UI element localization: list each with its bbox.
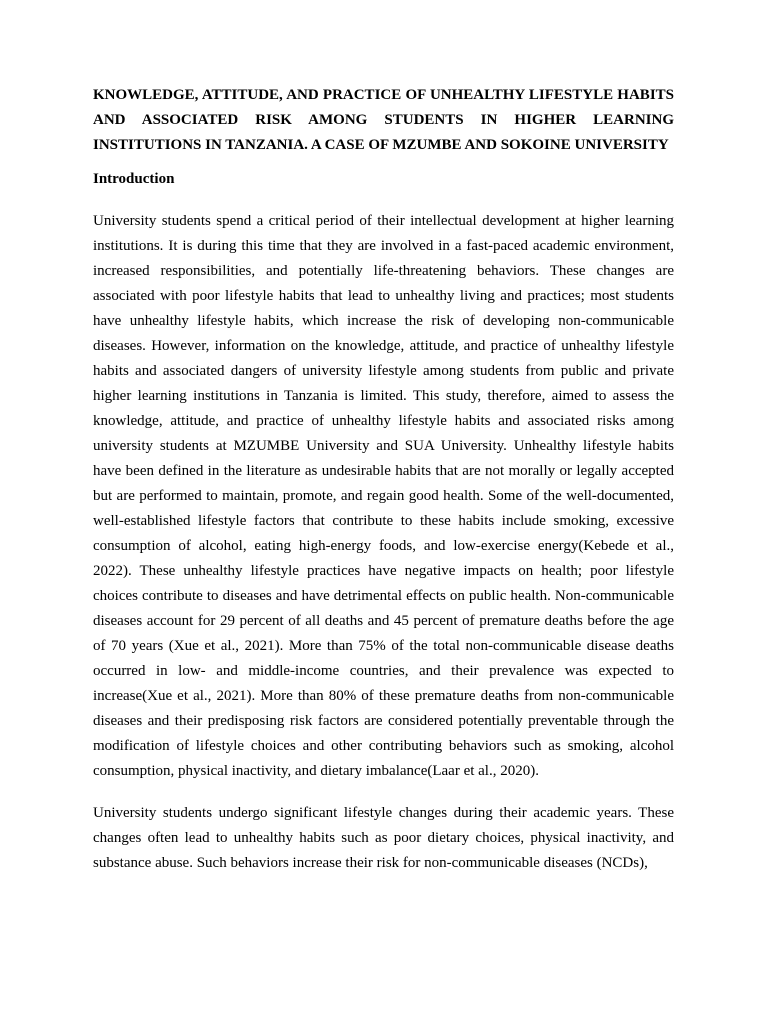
document-page — [93, 83, 674, 893]
document-title: KNOWLEDGE, ATTITUDE, AND PRACTICE OF UNHEALTHY LIFESTYLE HABITS AND ASSOCIATED RISK AMONG STUDENTS IN HIGHER LEARNING INSTITUTIONS IN TANZANIA. A CASE OF MZUMBE AND SOKOINE UNIVERSITY — [93, 87, 674, 153]
body-paragraph: University students undergo significant lifestyle changes during their academic years. These changes often lead to unhealthy habits such as poor dietary choices, physical inactivity, and substance abuse. Such behaviors increase their risk for non-communicable diseases (NCDs), — [93, 805, 674, 871]
section-heading: Introduction — [93, 171, 175, 187]
body-paragraph: University students spend a critical period of their intellectual development at higher learning institutions. It is during this time that they are involved in a fast-paced academic environment, increased responsibilities, and potentially life-threatening behaviors. These changes are associated with poor lifestyle habits that lead to unhealthy living and practices; most students have unhealthy lifestyle habits, which increase the risk of developing non-communicable diseases. However, information on the knowledge, attitude, and practice of unhealthy lifestyle habits and associated dangers of university lifestyle among students from public and private higher learning institutions in Tanzania is limited. This study, therefore, aimed to assess the knowledge, attitude, and practice of unhealthy lifestyle habits and associated risks among university students at MZUMBE University and SUA University. Unhealthy lifestyle habits have been defined in the literature as undesirable habits that are not morally or legally accepted but are performed to maintain, promote, and regain good health. Some of the well-documented, well-established lifestyle factors that contribute to these habits include smoking, excessive consumption of alcohol, eating high-energy foods, and low-exercise energy(Kebede et al., 2022). These unhealthy lifestyle practices have negative impacts on health; poor lifestyle choices contribute to diseases and have detrimental effects on public health. Non-communicable diseases account for 29 percent of all deaths and 45 percent of premature deaths before the age of 70 years (Xue et al., 2021). More than 75% of the total non-communicable disease deaths occurred in low- and middle-income countries, and their prevalence was expected to increase(Xue et al., 2021). More than 80% of these premature deaths from non-communicable diseases and their predisposing risk factors are considered potentially preventable through the modification of lifestyle choices and other contributing behaviors such as smoking, alcohol consumption, physical inactivity, and dietary imbalance(Laar et al., 2020). — [93, 213, 674, 779]
